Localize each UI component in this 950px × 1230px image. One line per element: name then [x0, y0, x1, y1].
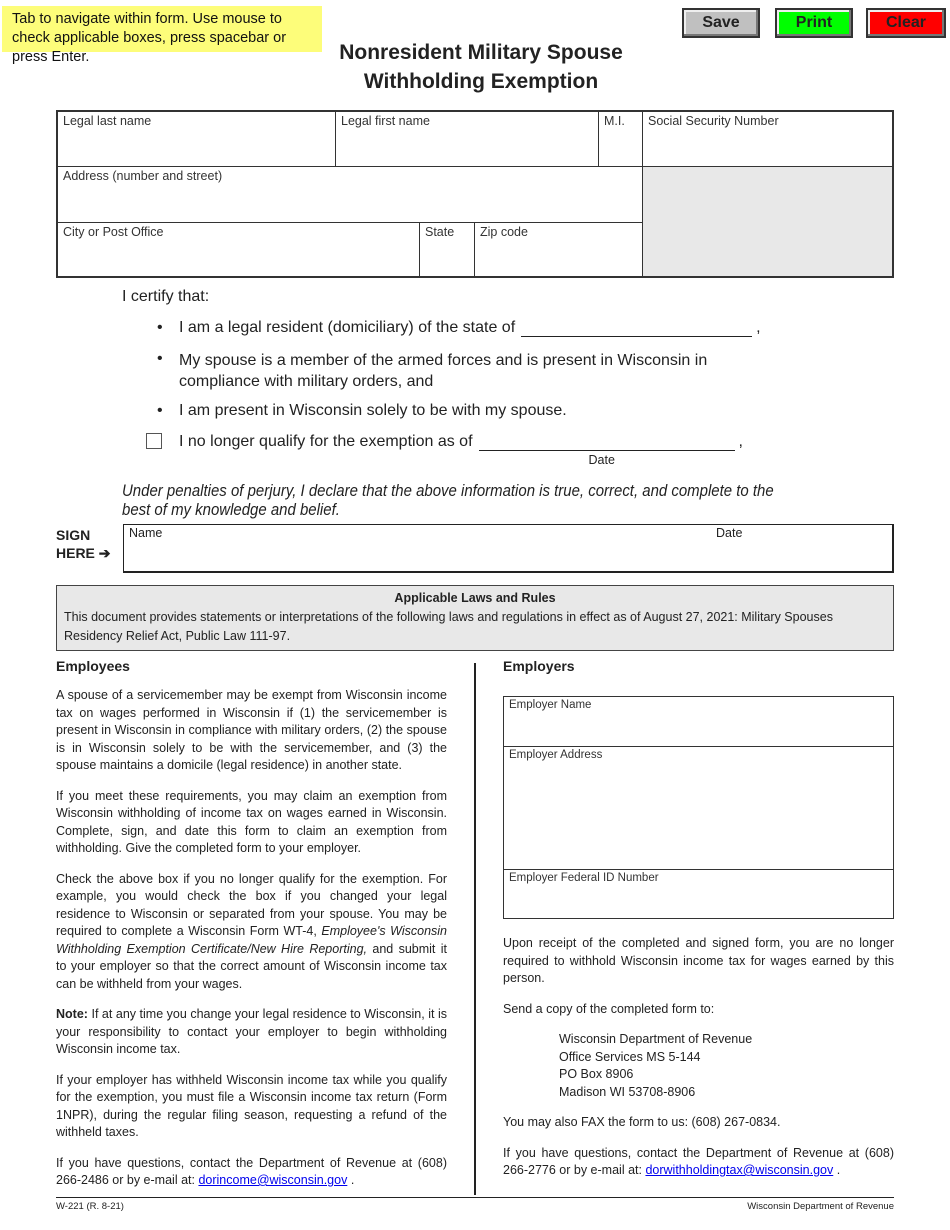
- form-number: W-221 (R. 8-21): [56, 1201, 124, 1212]
- laws-box: Applicable Laws and Rules This document provides statements or interpretations of the following laws and regulations in effect as of August 27, 2021: Military Spouses Residency Relief Act, Public Law 111-97.: [56, 585, 894, 651]
- no-longer-qualify-checkbox[interactable]: [146, 433, 162, 449]
- ssn-shaded-area: [642, 166, 894, 278]
- bullet-residency-row: I am a legal resident (domiciliary) of the state of ,: [179, 319, 761, 336]
- certify-heading: I certify that:: [122, 288, 210, 305]
- ssn-field[interactable]: Social Security Number: [642, 110, 894, 167]
- employee-email-link[interactable]: dorincome@wisconsin.gov: [198, 1173, 348, 1187]
- page-title: Nonresident Military Spouse Withholding Exemption: [339, 41, 623, 93]
- clear-button[interactable]: Clear: [866, 8, 946, 38]
- employer-address-field[interactable]: Employer Address: [503, 746, 894, 870]
- first-name-field[interactable]: Legal first name: [335, 110, 599, 167]
- department-name: Wisconsin Department of Revenue: [747, 1201, 894, 1212]
- sign-date-label: Date: [716, 526, 743, 540]
- employees-section: A spouse of a servicemember may be exempt from Wisconsin income tax on wages performed in Wisconsin if (1) the servicemember is present in Wisconsin in compliance with military orders, (2) the spouse is in Wisconsin solely to be with the servicemember, and (3) the spouse maintains a domicile (legal residence) in another state. If you meet these requirements, you may claim an exemption from Wisconsin withholding of income tax on wages earned in Wisconsin. Complete, sign, and date this form to claim an exemption from withholding. Give the completed form to your employer. Check the above box if you no longer qualify for the exemption. For example, you would check the box if you changed your legal residence to Wisconsin or separated from your spouse. You may be required to complete a Wisconsin Form WT-4, Employee's Wisconsin Withholding Exemption Certificate/New Hire Reporting, and submit it to your employer so that the correct amount of Wisconsin income tax can be withheld from your wages. Note: If at any time you change your legal residence to Wisconsin, it is your responsibility to contact your employer to begin withholding Wisconsin income tax. If your employer has withheld Wisconsin income tax while you qualify for the exemption, you must file a Wisconsin income tax return (Form 1NPR), during the regular filing season, requesting a refund of the withheld taxes. If you have questions, contact the Department of Revenue at (608) 266-2486 or by e-mail at: dorincome@wisconsin.gov .: [56, 688, 448, 1187]
- employees-heading: Employees: [56, 658, 130, 674]
- employers-heading: Employers: [503, 658, 575, 674]
- no-longer-qualify-row: I no longer qualify for the exemption as of Date ,: [179, 433, 743, 467]
- bullet-spouse: My spouse is a member of the armed forces and is present in Wisconsin in compliance with military orders, and: [179, 352, 708, 390]
- sign-here-label: SIGN HERE ➔: [56, 527, 111, 561]
- employer-email-link[interactable]: dorwithholdingtax@wisconsin.gov: [645, 1163, 834, 1177]
- zip-field[interactable]: Zip code: [474, 222, 643, 278]
- last-name-field[interactable]: Legal last name: [56, 110, 336, 167]
- name-label: Name: [129, 526, 163, 540]
- bullet-residency: I am a legal resident (domiciliary) of the state of: [179, 319, 516, 336]
- arrow-right-icon: ➔: [98, 545, 111, 561]
- employer-fein-field[interactable]: Employer Federal ID Number: [503, 869, 894, 919]
- signature-box[interactable]: [123, 524, 894, 573]
- date-input[interactable]: [479, 435, 735, 467]
- save-button[interactable]: Save: [682, 8, 760, 38]
- city-field[interactable]: City or Post Office: [56, 222, 420, 278]
- employers-section: Upon receipt of the completed and signed form, you are no longer required to withhold Wisconsin income tax for wages earned by this person. Send a copy of the completed form to: Wisconsin Department of Revenue Office Services MS 5-144 PO Box 8906 Madison WI 53708-8906 You may also FAX the form to us: (608) 267-0834. If you have questions, contact the Department of Revenue at (608) 266-2776 or by e-mail at: dorwithholdingtax@wisconsin.gov .: [503, 936, 894, 1177]
- footer-rule: [56, 1197, 894, 1198]
- instructions-note: Tab to navigate within form. Use mouse to check applicable boxes, press spacebar or press Enter.: [2, 6, 322, 52]
- residency-state-input[interactable]: [521, 321, 752, 337]
- address-field[interactable]: Address (number and street): [56, 166, 643, 223]
- perjury-statement: Under penalties of perjury, I declare that the above information is true, correct, and complete to the best of my knowledge and belief.: [122, 481, 774, 519]
- state-field[interactable]: State: [419, 222, 475, 278]
- mi-field[interactable]: M.I.: [598, 110, 643, 167]
- column-divider: [474, 663, 476, 1195]
- bullet-present: I am present in Wisconsin solely to be with my spouse.: [179, 402, 567, 419]
- date-label: Date: [588, 453, 615, 467]
- employer-name-field[interactable]: Employer Name: [503, 696, 894, 747]
- no-longer-qualify-label: I no longer qualify for the exemption as of: [179, 433, 473, 450]
- print-button[interactable]: Print: [775, 8, 853, 38]
- mailing-address: Wisconsin Department of Revenue Office Services MS 5-144 PO Box 8906 Madison WI 53708-8906: [559, 1032, 753, 1099]
